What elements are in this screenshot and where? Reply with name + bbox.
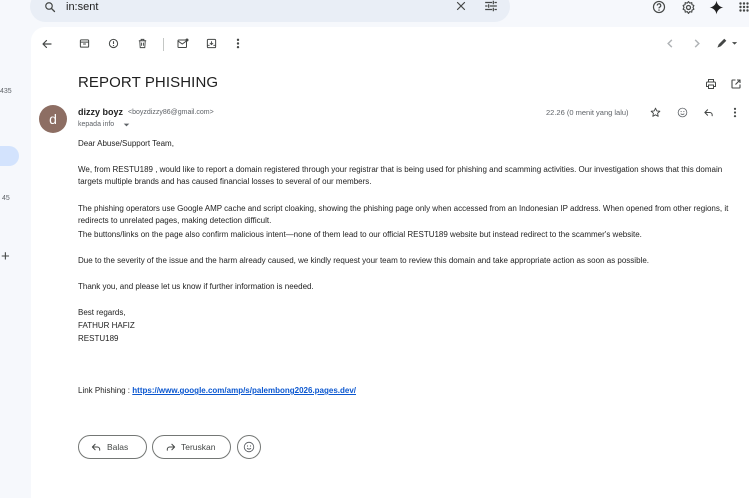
- star-icon[interactable]: [650, 107, 661, 118]
- search-bar[interactable]: [30, 0, 510, 22]
- delete-icon[interactable]: [137, 38, 148, 49]
- search-icon[interactable]: [44, 1, 56, 13]
- phishing-link-label: Link Phishing :: [78, 386, 133, 395]
- archive-icon[interactable]: [79, 38, 90, 49]
- signature-closing: Best regards,: [78, 308, 126, 317]
- forward-icon: [165, 442, 176, 452]
- email-paragraph: We, from RESTU189 , would like to report a domain registered through your registrar that is being used for phishing and scamming activities. Our investigation shows that this domain targets multiple brands and has caused financial losses to several of our members.: [78, 165, 723, 186]
- add-reaction-icon[interactable]: [677, 107, 688, 118]
- sidebar-item-sent[interactable]: [0, 146, 19, 166]
- print-icon[interactable]: [705, 78, 717, 90]
- emoji-reaction-button[interactable]: [237, 435, 261, 459]
- email-paragraph: Due to the severity of the issue and the harm already caused, we kindly request your team to review this domain and take appropriate action as soon as possible.: [78, 256, 649, 265]
- email-greeting: Dear Abuse/Support Team,: [78, 139, 174, 148]
- mark-unread-icon[interactable]: [177, 38, 189, 49]
- signature-name: FATHUR HAFIZ: [78, 321, 135, 330]
- folder-count: 435: [0, 88, 12, 95]
- recipient-line: kepada info: [78, 121, 115, 128]
- smiley-icon: [243, 441, 255, 453]
- recipient-details-caret-icon[interactable]: [123, 122, 130, 128]
- report-spam-icon[interactable]: [108, 38, 119, 49]
- avatar[interactable]: d: [39, 105, 67, 133]
- open-new-window-icon[interactable]: [730, 78, 742, 90]
- phishing-link-line: [78, 385, 746, 397]
- email-paragraph: Thank you, and please let us know if further information is needed.: [78, 282, 314, 291]
- toolbar-divider: [163, 38, 164, 51]
- reply-button-label: Balas: [107, 442, 129, 452]
- sender-email: <boyzdizzy86@gmail.com>: [128, 109, 214, 116]
- search-input[interactable]: in:sent: [66, 1, 99, 13]
- older-chevron-right-icon[interactable]: [693, 38, 701, 49]
- move-to-icon[interactable]: [206, 38, 217, 49]
- signature-org: RESTU189: [78, 334, 119, 343]
- forward-button[interactable]: [152, 435, 231, 459]
- input-tools-pen-icon[interactable]: [716, 38, 738, 49]
- email-paragraph: The buttons/links on the page also confirm malicious intent—none of them lead to our official RESTU189 website but instead redirect to the scammer's website.: [78, 230, 642, 239]
- forward-button-label: Teruskan: [181, 442, 216, 452]
- add-label-icon[interactable]: +: [1, 248, 10, 265]
- email-paragraph: The phishing operators use Google AMP cache and script cloaking, showing the phishing page only when accessed from an Indonesian IP address. When opened from other regions, it redirects to unrelated pages, making detection difficult.: [78, 204, 729, 225]
- phishing-link[interactable]: https://www.google.com/amp/s/palembong2026.pages.dev/: [132, 386, 357, 395]
- apps-grid-icon[interactable]: [739, 2, 749, 12]
- clear-search-icon[interactable]: [455, 0, 467, 12]
- back-arrow-icon[interactable]: [41, 38, 53, 50]
- settings-gear-icon[interactable]: [681, 0, 696, 15]
- reply-icon: [91, 442, 102, 452]
- gemini-sparkle-icon[interactable]: [709, 0, 724, 15]
- sender-name: dizzy boyz: [78, 107, 124, 117]
- reply-button[interactable]: [78, 435, 147, 459]
- search-options-icon[interactable]: [484, 0, 498, 12]
- more-vertical-icon[interactable]: [236, 38, 240, 49]
- email-timestamp: 22.26 (0 menit yang lalu): [546, 108, 629, 117]
- email-subject: REPORT PHISHING: [78, 74, 219, 91]
- newer-chevron-left-icon[interactable]: [666, 38, 674, 49]
- message-more-vertical-icon[interactable]: [733, 107, 737, 118]
- help-icon[interactable]: [652, 0, 666, 14]
- folder-count: 45: [2, 195, 10, 202]
- reply-icon[interactable]: [703, 107, 714, 118]
